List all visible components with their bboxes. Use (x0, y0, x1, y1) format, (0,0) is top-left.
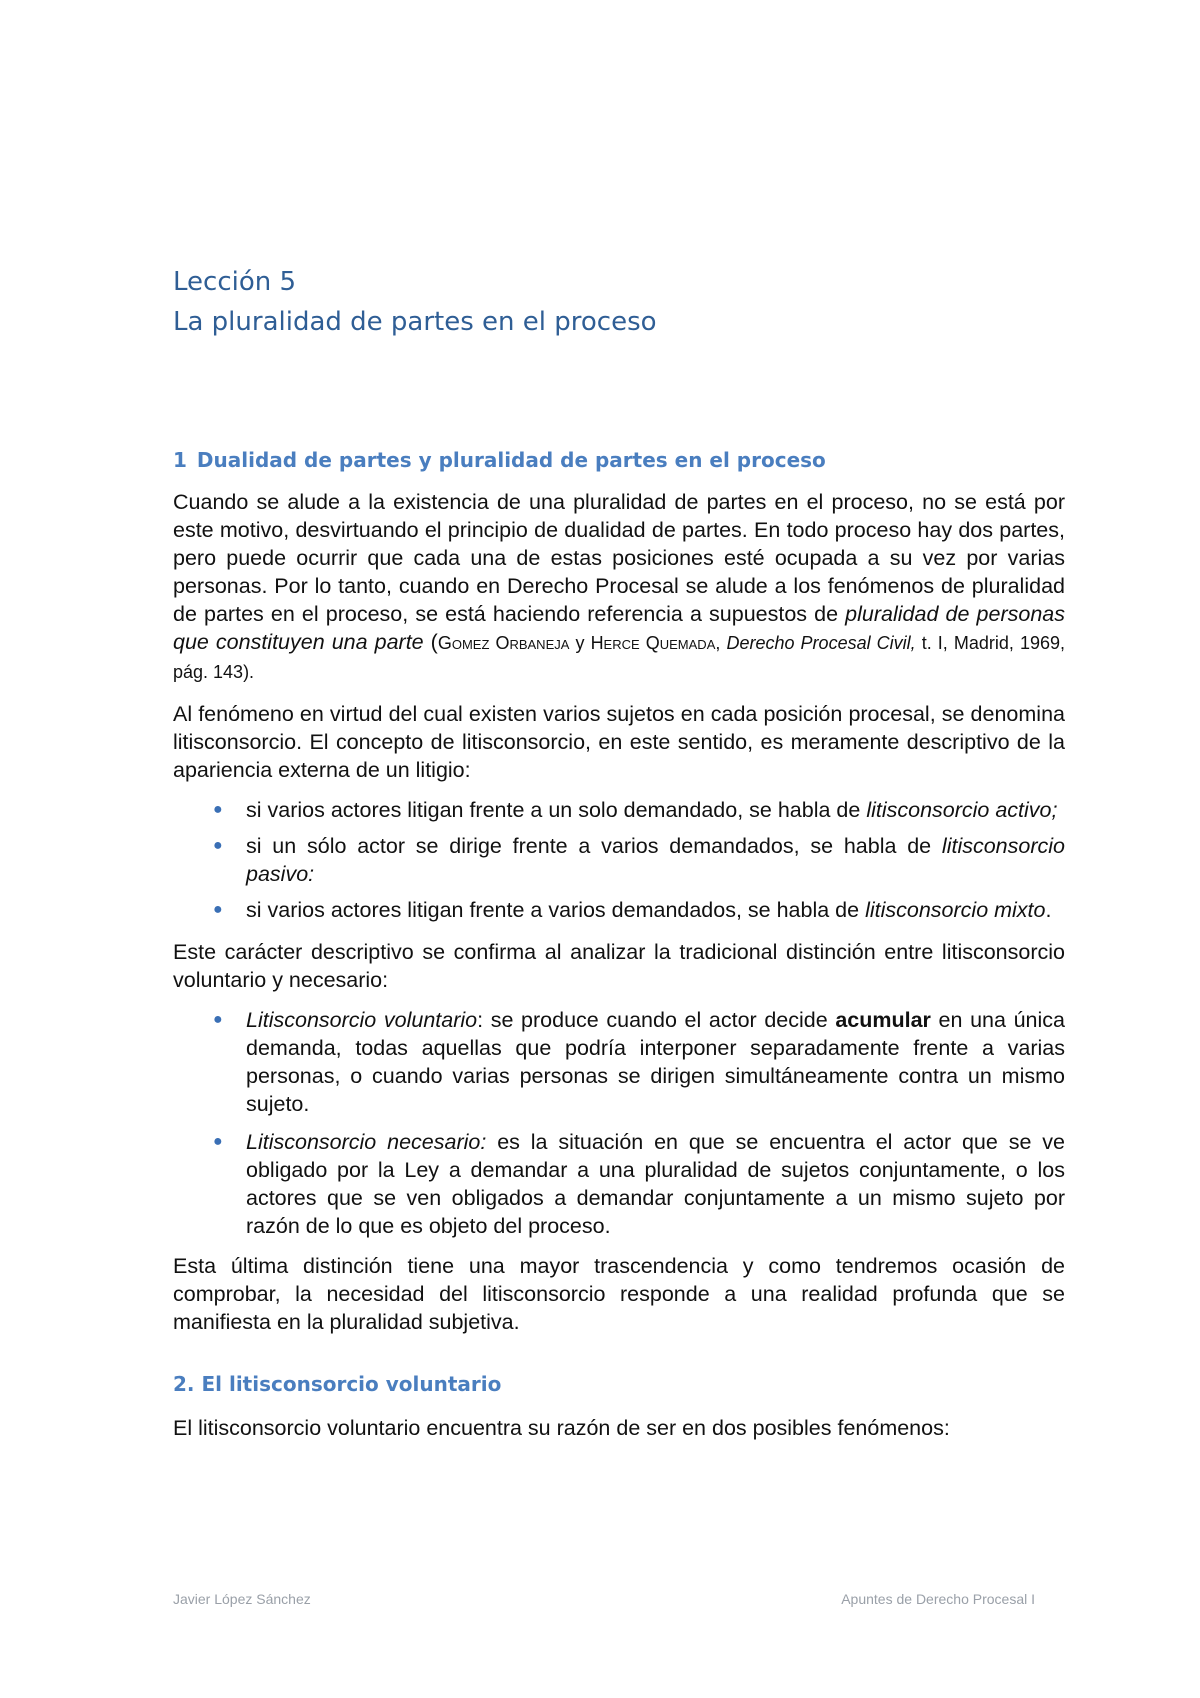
list-item-text: si varios actores litigan frente a un solo demandado, se habla de (246, 798, 867, 822)
bullet-icon: ● (213, 837, 223, 854)
citation-author-2: Herce Quemada (590, 633, 716, 653)
lesson-subtitle: La pluralidad de partes en el proceso (173, 307, 657, 337)
section-1-heading (173, 446, 1065, 474)
list-item-italic: litisconsorcio activo; (866, 798, 1058, 822)
list-item-text: es la situación en que se encuentra el actor que se ve obligado por la Ley a demandar a una pluralidad de sujetos conjuntamente, o los actores que se ven obligados a demandar conjuntamente a un mismo sujeto por razón de lo que es objeto del proceso. (246, 1130, 1066, 1238)
page-content (173, 262, 1065, 1442)
list-item-bold: acumular (835, 1008, 931, 1032)
paragraph-text: Cuando se alude a la existencia de una pluralidad de partes en el proceso, no se está por este motivo, desvirtuando el principio de dualidad de partes. En todo proceso hay dos partes, pero puede ocurrir que cada una de estas posiciones esté ocupada a su vez por varias personas. Por lo tanto, cuando en Derecho Procesal se alude a los fenómenos de pluralidad de partes en el proceso, se está haciendo referencia a supuestos de (173, 490, 1065, 626)
section-1-number: 1 (173, 448, 187, 472)
bullet-icon: ● (213, 901, 223, 918)
section-1-paragraph-3: Este carácter descriptivo se confirma al analizar la tradicional distinción entre litisconsorcio voluntario y necesario: (173, 940, 1065, 992)
section-1-paragraph-2: Al fenómeno en virtud del cual existen varios sujetos en cada posición procesal, se denomina litisconsorcio. El concepto de litisconsorcio, en este sentido, es meramente descriptivo de la apariencia externa de un litigio: (173, 702, 1065, 782)
litisconsorcio-types-list (173, 796, 1065, 924)
section-1-paragraph-1 (173, 488, 1065, 686)
citation-ref: t. I, Madrid, 1969, pág. 143). (173, 633, 1065, 682)
bullet-icon: ● (213, 1011, 223, 1028)
list-item-italic: Litisconsorcio necesario: (246, 1130, 487, 1154)
citation-open: ( (423, 630, 438, 654)
bullet-icon: ● (213, 1133, 223, 1150)
lesson-number-title: Lección 5 (173, 267, 297, 297)
citation-author-1: Gomez Orbaneja (437, 633, 570, 653)
list-item (173, 896, 1065, 924)
citation-comma: , (715, 633, 727, 653)
list-item-text: en una única demanda, todas aquellas que podría interponer separadamente frente a varias personas, o cuando varias personas se dirigen simultáneamente contra un mismo sujeto. (246, 1008, 1065, 1116)
list-item-italic: litisconsorcio mixto (865, 898, 1046, 922)
paragraph-italic: pluralidad de personas que constituyen una parte (173, 602, 1065, 654)
list-item-text: si varios actores litigan frente a varios demandados, se habla de (246, 898, 866, 922)
list-item-end: . (1045, 898, 1052, 922)
list-item-text: si un sólo actor se dirige frente a varios demandados, se habla de (246, 834, 942, 858)
section-2-paragraph-1: El litisconsorcio voluntario encuentra su razón de ser en dos posibles fenómenos: (173, 1416, 950, 1440)
citation-and: y (569, 633, 591, 653)
list-item-text: : se produce cuando el actor decide (477, 1008, 836, 1032)
list-item-italic: Litisconsorcio voluntario (246, 1008, 478, 1032)
list-item-italic: litisconsorcio pasivo: (246, 834, 1065, 886)
section-1-paragraph-4: Esta última distinción tiene una mayor trascendencia y como tendremos ocasión de comprobar, la necesidad del litisconsorcio responde a una realidad profunda que se manifiesta en la pluralidad subjetiva. (173, 1254, 1065, 1334)
voluntario-necesario-list (173, 1006, 1065, 1240)
list-item (173, 796, 1065, 824)
section-1-heading-text: Dualidad de partes y pluralidad de partes en el proceso (196, 448, 826, 472)
list-item (173, 1006, 1065, 1118)
footer-title: Apuntes de Derecho Procesal I (841, 1591, 1035, 1607)
section-2-heading: 2. El litisconsorcio voluntario (173, 1372, 502, 1396)
citation-book: Derecho Procesal Civil, (726, 633, 916, 653)
footer-author: Javier López Sánchez (173, 1591, 311, 1607)
bullet-icon: ● (213, 801, 223, 818)
list-item (173, 832, 1065, 888)
list-item (173, 1128, 1065, 1240)
